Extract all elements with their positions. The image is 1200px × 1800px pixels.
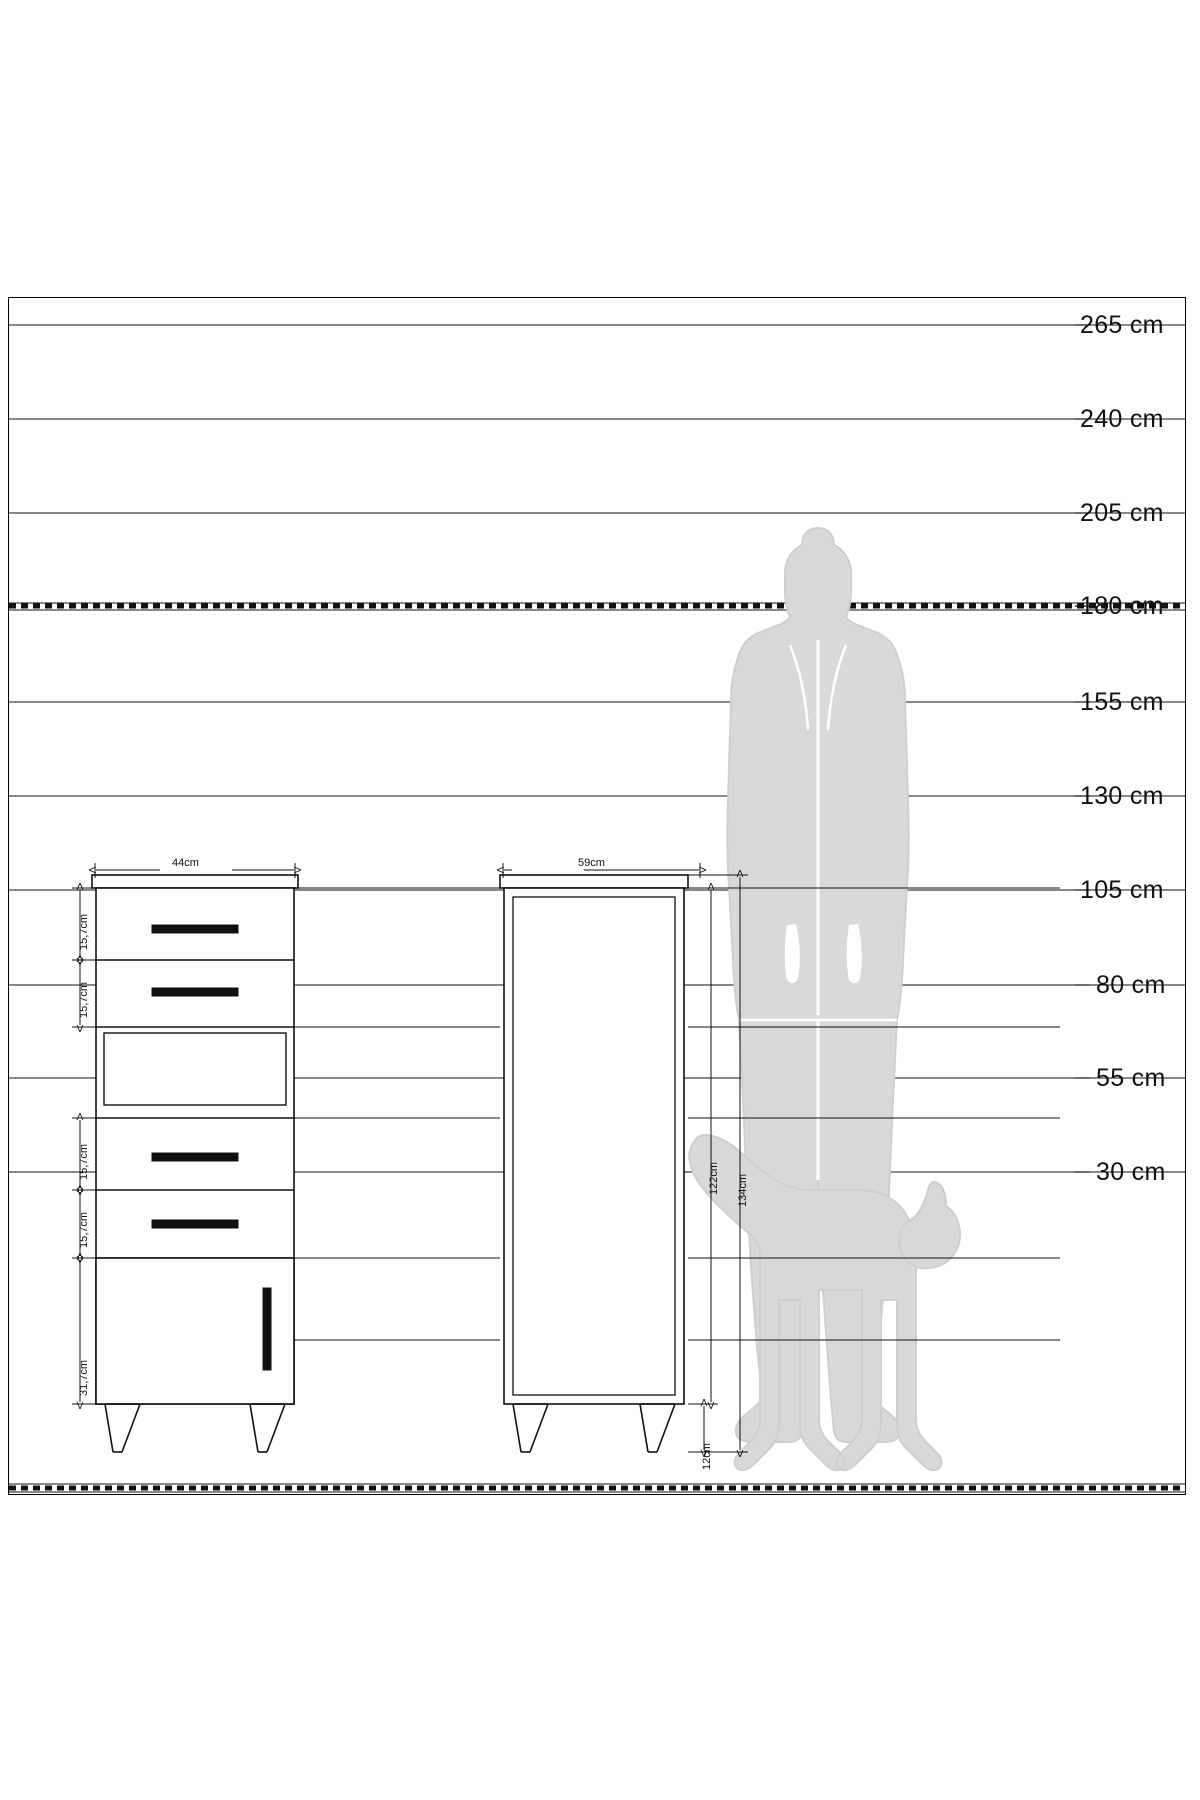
floor-line bbox=[9, 1484, 1186, 1492]
scale-label-55: 55 cm bbox=[1096, 1064, 1166, 1092]
scale-tick-marks bbox=[1075, 325, 1090, 1172]
tall-cabinet bbox=[500, 875, 688, 1452]
scale-label-105: 105 cm bbox=[1080, 876, 1164, 904]
scale-label-265: 265 cm bbox=[1080, 311, 1164, 339]
height-label-door: 31,7cm bbox=[78, 1359, 90, 1396]
scale-label-80: 80 cm bbox=[1096, 971, 1166, 999]
height-label-12cm: 12cm bbox=[701, 1443, 713, 1470]
width-label-59cm: 59cm bbox=[578, 857, 605, 869]
height-label-drawer4: 15,7cm bbox=[78, 1211, 90, 1248]
scale-label-130: 130 cm bbox=[1080, 782, 1164, 810]
scale-label-180: 180 cm bbox=[1080, 592, 1164, 620]
height-label-drawer1: 15,7cm bbox=[78, 913, 90, 950]
scale-label-30: 30 cm bbox=[1096, 1158, 1166, 1186]
scale-label-205: 205 cm bbox=[1080, 499, 1164, 527]
height-label-122cm: 122cm bbox=[708, 1161, 720, 1195]
height-label-drawer2: 15,7cm bbox=[78, 981, 90, 1018]
scale-label-155: 155 cm bbox=[1080, 688, 1164, 716]
height-label-drawer3: 15,7cm bbox=[78, 1143, 90, 1180]
line-180cm bbox=[9, 603, 1186, 610]
width-label-44cm: 44cm bbox=[172, 857, 199, 869]
height-label-134cm: 134cm bbox=[737, 1173, 749, 1207]
drawer-chest bbox=[92, 875, 298, 1452]
scale-label-240: 240 cm bbox=[1080, 405, 1164, 433]
